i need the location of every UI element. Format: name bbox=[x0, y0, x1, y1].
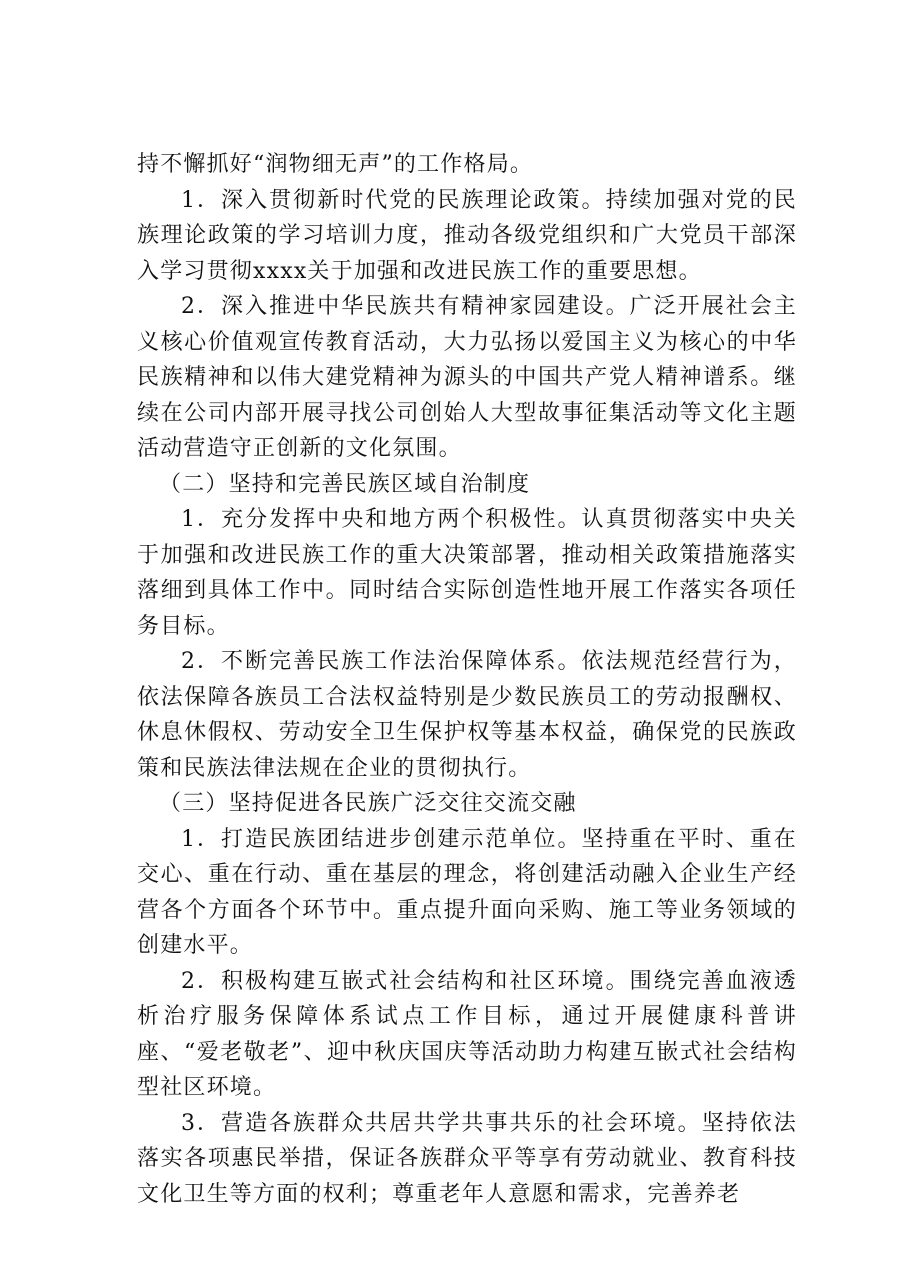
paragraph-item: 2．深入推进中华民族共有精神家园建设。广泛开展社会主义核心价值观宣传教育活动，大力弘扬以爱国主义为核心的中华民族精神和以伟大建党精神为源头的中国共产党人精神谱系。继续在公司内部开展寻找公司创始人大型故事征集活动等文化主题活动营造守正创新的文化氛围。 bbox=[137, 294, 797, 461]
paragraph-item: 2．不断完善民族工作法治保障体系。依法规范经营行为，依法保障各族员工合法权益特别是少数民族员工的劳动报酬权、休息休假权、劳动安全卫生保护权等基本权益，确保党的民族政策和民族法律法规在企业的贯彻执行。 bbox=[137, 649, 797, 781]
paragraph-item: 1．深入贯彻新时代党的民族理论政策。持续加强对党的民族理论政策的学习培训力度，推动各级党组织和广大党员干部深入学习贯彻xxxx关于加强和改进民族工作的重要思想。 bbox=[137, 187, 797, 284]
paragraph-continuation: 持不懈抓好“润物细无声”的工作格局。 bbox=[137, 152, 534, 177]
document-body bbox=[137, 147, 797, 1212]
section-heading: （三）坚持促进各民族广泛交往交流交融 bbox=[159, 791, 577, 816]
paragraph-item: 2．积极构建互嵌式社会结构和社区环境。围绕完善血液透析治疗服务保障体系试点工作目标，通过开展健康科普讲座、“爱老敬老”、迎中秋庆国庆等活动助力构建互嵌式社会结构型社区环境。 bbox=[137, 968, 797, 1100]
paragraph-item: 1．充分发挥中央和地方两个积极性。认真贯彻落实中央关于加强和改进民族工作的重大决策部署，推动相关政策措施落实落细到具体工作中。同时结合实际创造性地开展工作落实各项任务目标。 bbox=[137, 507, 797, 639]
section-heading: （二）坚持和完善民族区域自治制度 bbox=[159, 471, 531, 497]
paragraph-item: 1．打造民族团结进步创建示范单位。坚持重在平时、重在交心、重在行动、重在基层的理念，将创建活动融入企业生产经营各个方面各个环节中。重点提升面向采购、施工等业务领域的创建水平。 bbox=[137, 826, 797, 958]
paragraph-item: 3．营造各族群众共居共学共事共乐的社会环境。坚持依法落实各项惠民举措，保证各族群众平等享有劳动就业、教育科技文化卫生等方面的权利；尊重老年人意愿和需求，完善养老 bbox=[137, 1110, 797, 1207]
